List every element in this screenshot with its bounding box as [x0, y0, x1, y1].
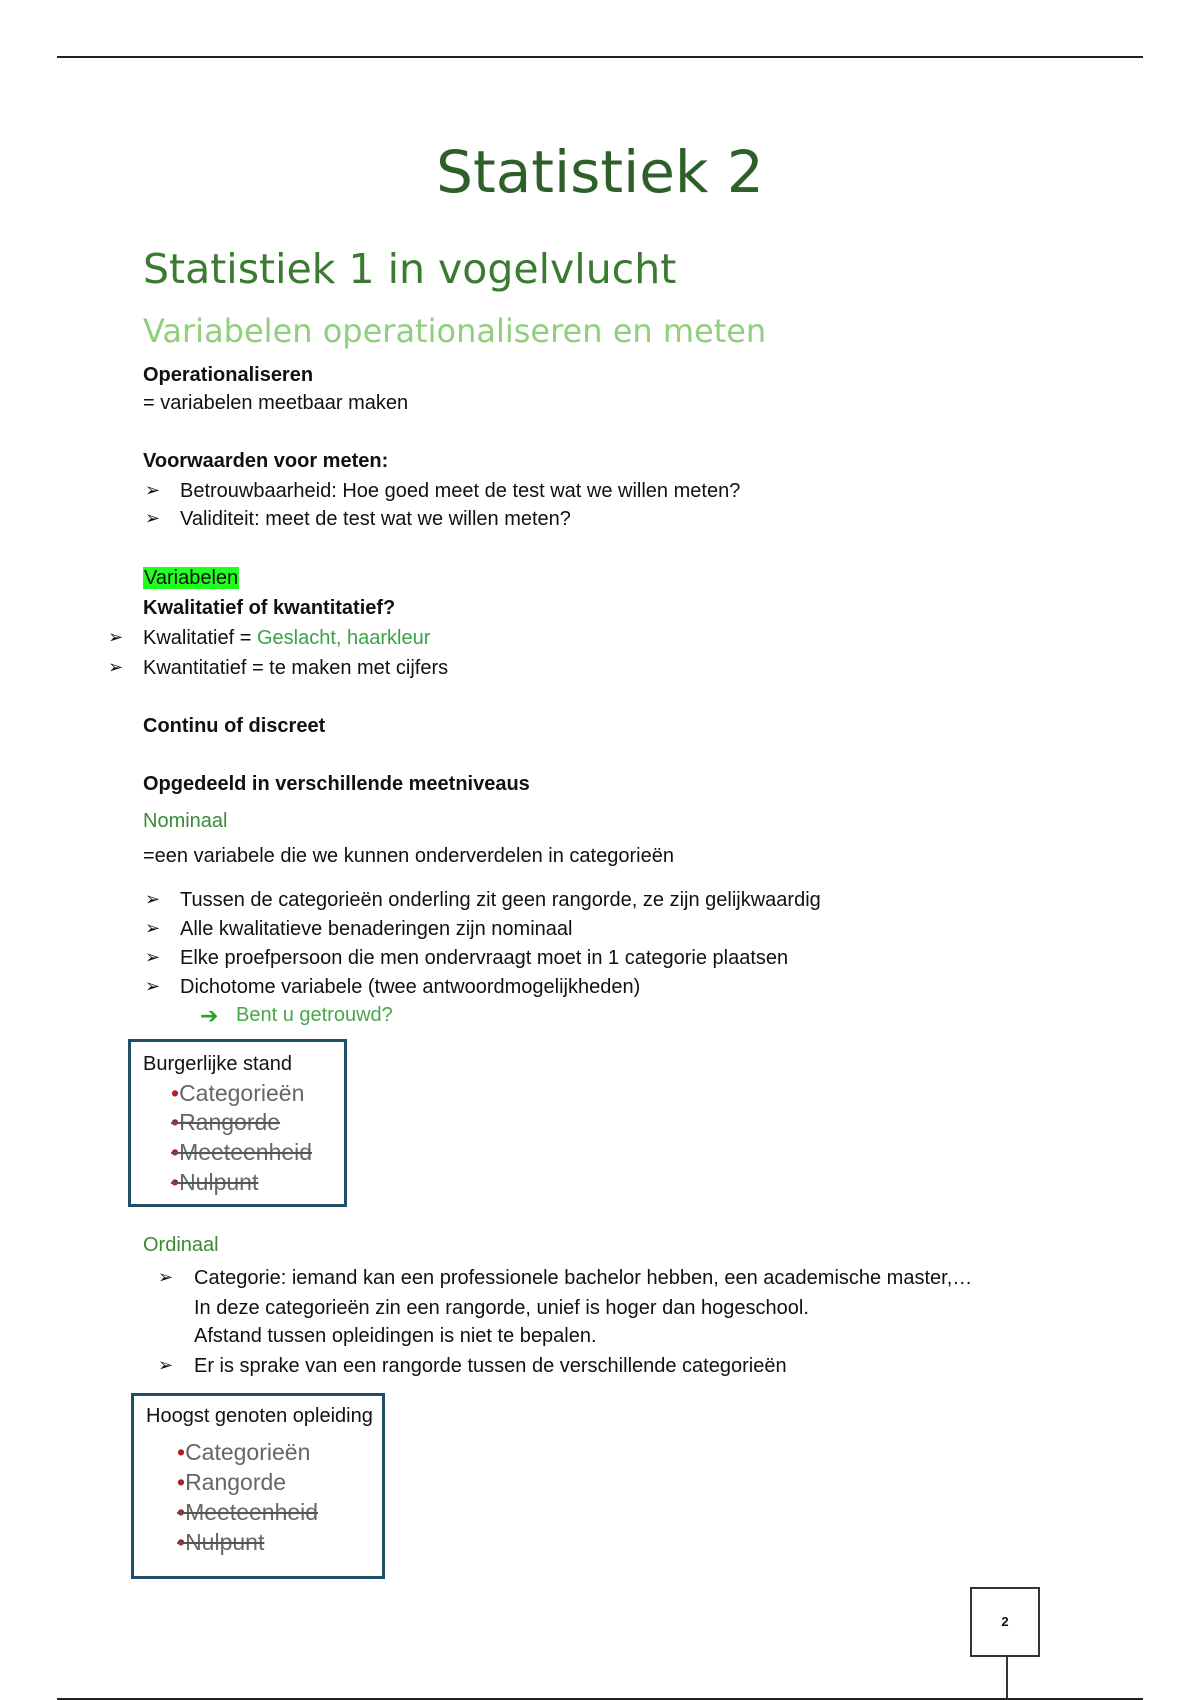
ordinaal-item-line: Categorie: iemand kan een professionele bachelor hebben, een academische master,… — [194, 1267, 973, 1289]
box-item — [171, 1080, 304, 1107]
variabelen-question: Kwalitatief of kwantitatief? — [143, 597, 396, 619]
nominaal-label: Nominaal — [143, 810, 228, 832]
box-item — [177, 1439, 310, 1466]
meetniveaus-label: Opgedeeld in verschillende meetniveaus — [143, 773, 530, 795]
bullet-dot-icon: • — [171, 1169, 180, 1195]
ordinaal-item: Er is sprake van een rangorde tussen de verschillende categorieën — [194, 1355, 787, 1377]
arrowhead-bullet-icon: ➢ — [145, 918, 161, 938]
arrowhead-bullet-icon: ➢ — [108, 627, 124, 647]
bullet-dot-icon: • — [171, 1080, 180, 1106]
header-rule — [57, 56, 1143, 58]
box-item-label: Categorieën — [185, 1439, 311, 1465]
continu-label: Continu of discreet — [143, 715, 326, 737]
operationaliseren-label: Operationaliseren — [143, 364, 314, 386]
bullet-dot-icon: • — [171, 1109, 180, 1135]
box-item — [177, 1469, 286, 1496]
box-item-label: Meeteenheid — [185, 1499, 319, 1525]
box-item-label: Categorieën — [179, 1080, 305, 1106]
box-item — [171, 1169, 258, 1196]
box-item-label: Nulpunt — [185, 1529, 265, 1555]
box-item-label: Rangorde — [179, 1109, 281, 1135]
arrowhead-bullet-icon: ➢ — [158, 1355, 174, 1375]
nominaal-example: Bent u getrouwd? — [236, 1004, 393, 1026]
arrowhead-bullet-icon: ➢ — [108, 657, 124, 677]
bullet-dot-icon: • — [171, 1139, 180, 1165]
voorwaarden-item: Betrouwbaarheid: Hoe goed meet de test wat we willen meten? — [180, 480, 741, 502]
nominaal-definition: =een variabele die we kunnen onderverdelen in categorieën — [143, 845, 674, 867]
kwantitatief-item: Kwantitatief = te maken met cijfers — [143, 657, 449, 679]
box-title: Burgerlijke stand — [143, 1053, 292, 1075]
arrowhead-bullet-icon: ➢ — [145, 480, 161, 500]
voorwaarden-label: Voorwaarden voor meten: — [143, 450, 389, 472]
arrowhead-bullet-icon: ➢ — [145, 947, 161, 967]
ordinaal-item-line: Afstand tussen opleidingen is niet te bepalen. — [194, 1325, 597, 1347]
box-item — [177, 1529, 264, 1556]
arrowhead-bullet-icon: ➢ — [145, 976, 161, 996]
nominaal-item: Tussen de categorieën onderling zit geen rangorde, ze zijn gelijkwaardig — [180, 889, 821, 911]
arrowhead-bullet-icon: ➢ — [145, 508, 161, 528]
operationaliseren-definition: = variabelen meetbaar maken — [143, 392, 409, 414]
box-item — [171, 1109, 280, 1136]
variabelen-highlight: Variabelen — [144, 567, 239, 589]
box-item — [177, 1499, 318, 1526]
box-title: Hoogst genoten opleiding — [146, 1405, 373, 1427]
nominaal-item: Elke proefpersoon die men ondervraagt moet in 1 categorie plaatsen — [180, 947, 789, 969]
bullet-dot-icon: • — [177, 1469, 186, 1495]
kwalitatief-item — [143, 627, 430, 650]
box-item-label: Meeteenheid — [179, 1139, 313, 1165]
bullet-dot-icon: • — [177, 1439, 186, 1465]
box-item-label: Nulpunt — [179, 1169, 259, 1195]
bullet-dot-icon: • — [177, 1529, 186, 1555]
heading-1: Statistiek 1 in vogelvlucht — [143, 245, 677, 293]
bullet-dot-icon: • — [177, 1499, 186, 1525]
hoogst-genoten-opleiding-box — [131, 1393, 385, 1579]
heading-2: Variabelen operationaliseren en meten — [143, 312, 767, 350]
right-arrow-icon: ➔ — [200, 1003, 219, 1028]
nominaal-item: Dichotome variabele (twee antwoordmogelijkheden) — [180, 976, 641, 998]
page-number: 2 — [970, 1587, 1040, 1657]
kwalitatief-example: Geslacht, haarkleur — [256, 627, 431, 649]
arrowhead-bullet-icon: ➢ — [158, 1267, 174, 1287]
kwalitatief-prefix: Kwalitatief = — [143, 627, 257, 649]
nominaal-item: Alle kwalitatieve benaderingen zijn nominaal — [180, 918, 573, 940]
document-title: Statistiek 2 — [436, 138, 764, 206]
arrowhead-bullet-icon: ➢ — [145, 889, 161, 909]
box-item — [171, 1139, 312, 1166]
ordinaal-label: Ordinaal — [143, 1234, 219, 1256]
voorwaarden-item: Validiteit: meet de test wat we willen meten? — [180, 508, 571, 530]
burgerlijke-stand-box — [128, 1039, 347, 1207]
ordinaal-item-line: In deze categorieën zin een rangorde, unief is hoger dan hogeschool. — [194, 1297, 809, 1319]
box-item-label: Rangorde — [185, 1469, 287, 1495]
page-number-connector — [1006, 1657, 1008, 1700]
